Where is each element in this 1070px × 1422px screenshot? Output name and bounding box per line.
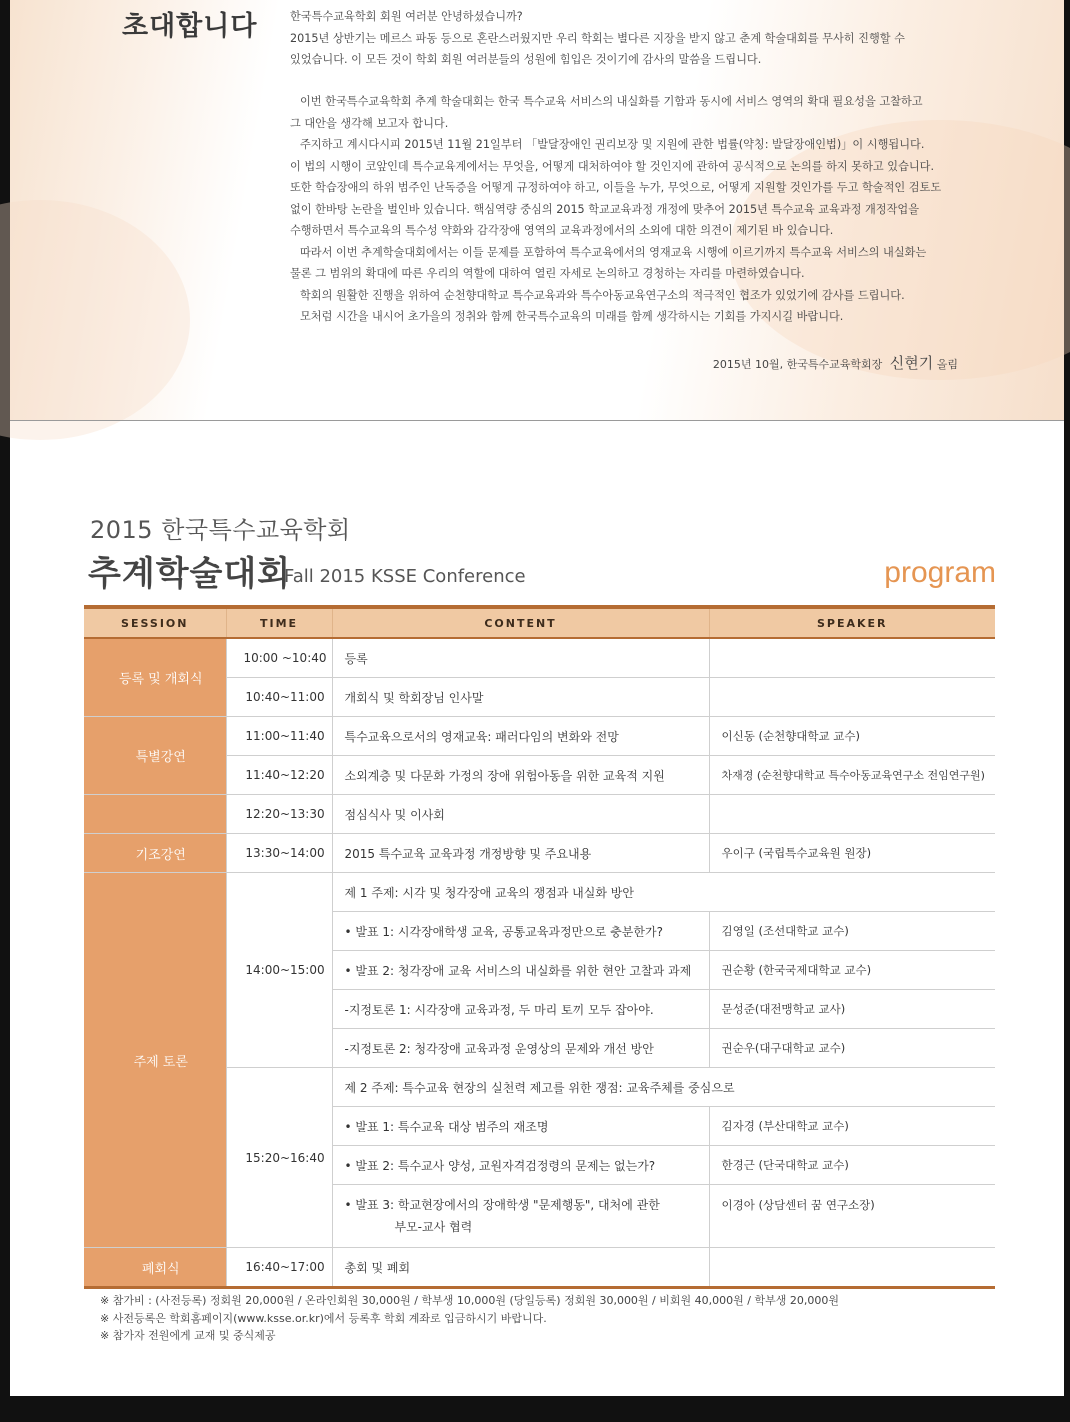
speaker-cell: 권순황 (한국국제대학교 교수) <box>709 951 995 990</box>
footnotes <box>100 1292 839 1345</box>
text-line: 이번 한국특수교육학회 추계 학술대회는 한국 특수교육 서비스의 내실화를 기함과 동시에 서비스 영역의 확대 필요성을 고찰하고 <box>300 95 923 108</box>
header-session: SESSION <box>84 607 226 638</box>
text-line: 수행하면서 특수교육의 특수성 약화와 감각장애 영역의 교육과정에서의 소외에 대한 의견이 제기된 바 있습니다. <box>290 224 834 237</box>
table-row <box>84 795 995 834</box>
content-cell: 2015 특수교육 교육과정 개정방향 및 주요내용 <box>332 834 709 873</box>
speaker-cell <box>709 1248 995 1288</box>
greeting-paragraph <box>290 6 990 71</box>
content-cell: • 발표 2: 청각장애 교육 서비스의 내실화를 위한 현안 고찰과 과제 <box>332 951 709 990</box>
session-lunch <box>84 795 226 834</box>
content-cell: • 발표 2: 특수교사 양성, 교원자격검정령의 문제는 없는가? <box>332 1146 709 1185</box>
header-content: CONTENT <box>332 607 709 638</box>
speaker-cell: 이경아 (상담센터 꿈 연구소장) <box>709 1185 995 1248</box>
footnote-fee: ※ 참가비 : (사전등록) 정회원 20,000원 / 온라인회원 30,000원 / 학부생 10,000원 (당일등록) 정회원 30,000원 / 비회원 40,000원 / 학부생 20,000원 <box>100 1294 839 1307</box>
text-line: 없이 한바탕 논란을 벌인바 있습니다. 핵심역량 중심의 2015 학교교육과정 개정에 맞추어 2015년 특수교육 교육과정 개정작업을 <box>290 202 920 216</box>
text-line: 물론 그 범위의 확대에 따른 우리의 역할에 대하여 열린 자세로 논의하고 경청하는 자리를 마련하였습니다. <box>290 267 805 280</box>
text-line: 이 법의 시행이 코앞인데 특수교육계에서는 무엇을, 어떻게 대처하여야 할 것인지에 관하여 공식적으로 논의를 하지 못하고 있습니다. <box>290 159 935 173</box>
content-cell: -지정토론 2: 청각장애 교육과정 운영상의 문제와 개선 방안 <box>332 1029 709 1068</box>
text-line: 또한 학습장애의 하위 범주인 난독증을 어떻게 규정하여야 하고, 이들을 누가, 무엇으로, 어떻게 지원할 것인가를 두고 학술적인 검토도 <box>290 181 942 194</box>
content-line: • 발표 3: 학교현장에서의 장애학생 "문제행동", 대처에 관한 <box>344 1198 660 1212</box>
speaker-cell: 김자경 (부산대학교 교수) <box>709 1107 995 1146</box>
program-year-title: 2015 한국특수교육학회 <box>90 516 351 544</box>
content-cell <box>332 1185 709 1248</box>
signer-name: 신현기 <box>889 354 934 372</box>
footnote-materials: ※ 참가자 전원에게 교재 및 중식제공 <box>100 1329 276 1342</box>
time-cell: 11:40~12:20 <box>226 756 332 795</box>
speaker-cell: 차재경 (순천향대학교 특수아동교육연구소 전임연구원) <box>709 756 995 795</box>
content-cell: • 발표 1: 시각장애학생 교육, 공통교육과정만으로 충분한가? <box>332 912 709 951</box>
time-cell: 14:00~15:00 <box>226 873 332 1068</box>
speaker-cell: 권순우(대구대학교 교수) <box>709 1029 995 1068</box>
invitation-title: 초대합니다 <box>122 11 258 42</box>
program-main-title: 추계학술대회 <box>88 554 292 594</box>
table-row <box>84 1248 995 1288</box>
content-cell: -지정토론 1: 시각장애 교육과정, 두 마리 토끼 모두 잡아야. <box>332 990 709 1029</box>
invitation-panel <box>10 0 1064 420</box>
content-cell: 개회식 및 학회장님 인사말 <box>332 678 709 717</box>
content-line: 부모-교사 협력 <box>394 1220 473 1234</box>
time-cell: 10:40~11:00 <box>226 678 332 717</box>
text-line: 있었습니다. 이 모든 것이 학회 회원 여러분들의 성원에 힘입은 것이기에 감사의 말씀을 드립니다. <box>290 53 762 66</box>
time-cell: 16:40~17:00 <box>226 1248 332 1288</box>
speaker-cell: 문성준(대전맹학교 교사) <box>709 990 995 1029</box>
time-cell: 13:30~14:00 <box>226 834 332 873</box>
session-closing: 폐회식 <box>84 1248 226 1288</box>
text-line: 주지하고 계시다시피 2015년 11월 21일부터 「발달장애인 권리보장 및 지원에 관한 법률(약칭: 발달장애인법)」이 시행됩니다. <box>300 138 925 151</box>
text-line: 모처럼 시간을 내시어 초가을의 정취와 함께 한국특수교육의 미래를 함께 생각하시는 기회를 가지시길 바랍니다. <box>300 310 844 323</box>
text-line: 2015년 상반기는 메르스 파동 등으로 혼란스러웠지만 우리 학회는 별다른 지장을 받지 않고 춘계 학술대회를 무사히 진행할 수 <box>290 31 905 45</box>
speaker-cell: 이신동 (순천향대학교 교수) <box>709 717 995 756</box>
theme-title: 제 1 주제: 시각 및 청각장애 교육의 쟁점과 내실화 방안 <box>332 873 995 912</box>
time-cell: 15:20~16:40 <box>226 1068 332 1248</box>
time-cell: 12:20~13:30 <box>226 795 332 834</box>
text-line: 따라서 이번 추계학술대회에서는 이들 문제를 포함하여 특수교육에서의 영재교육 시행에 이르기까지 특수교육 서비스의 내실화는 <box>300 245 927 259</box>
bottom-border <box>0 1396 1070 1422</box>
theme-title: 제 2 주제: 특수교육 현장의 실천력 제고를 위한 쟁점: 교육주체를 중심으로 <box>332 1068 995 1107</box>
program-label: program <box>884 556 996 589</box>
session-forum: 주제 토론 <box>84 873 226 1248</box>
content-cell: 등록 <box>332 638 709 678</box>
footnote-registration: ※ 사전등록은 학회홈페이지(www.ksse.or.kr)에서 등록후 학회 계좌로 입금하시기 바랍니다. <box>100 1311 547 1325</box>
table-row <box>84 834 995 873</box>
table-row <box>84 638 995 678</box>
text-line: 학회의 원활한 진행을 위하여 순천향대학교 특수교육과와 특수아동교육연구소의 적극적인 협조가 있었기에 감사를 드립니다. <box>300 288 905 302</box>
speaker-cell <box>709 795 995 834</box>
speaker-cell: 우이구 (국립특수교육원 원장) <box>709 834 995 873</box>
speaker-cell <box>709 678 995 717</box>
table-header-row <box>84 607 995 638</box>
content-cell: • 발표 1: 특수교육 대상 범주의 재조명 <box>332 1107 709 1146</box>
header-time: TIME <box>226 607 332 638</box>
text-line: 한국특수교육학회 회원 여러분 안녕하셨습니까? <box>290 10 523 23</box>
speaker-cell: 한경근 (단국대학교 교수) <box>709 1146 995 1185</box>
signer-suffix: 올림 <box>936 358 958 371</box>
content-cell: 총회 및 폐회 <box>332 1248 709 1288</box>
session-special-lecture: 특별강연 <box>84 717 226 795</box>
background-wave <box>0 200 190 440</box>
content-cell: 소외계층 및 다문화 가정의 장애 위험아동을 위한 교육적 지원 <box>332 756 709 795</box>
content-cell: 특수교육으로서의 영재교육: 패러다임의 변화와 전망 <box>332 717 709 756</box>
program-subtitle: Fall 2015 KSSE Conference <box>284 566 526 587</box>
speaker-cell: 김영일 (조선대학교 교수) <box>709 912 995 951</box>
time-cell: 10:00 ~10:40 <box>226 638 332 678</box>
content-cell: 점심식사 및 이사회 <box>332 795 709 834</box>
signature-text: 2015년 10월, 한국특수교육학회장 <box>712 358 883 371</box>
text-line: 그 대안을 생각해 보고자 합니다. <box>290 116 449 130</box>
header-speaker: SPEAKER <box>709 607 995 638</box>
speaker-cell <box>709 638 995 678</box>
session-registration: 등록 및 개회식 <box>84 638 226 717</box>
time-cell: 11:00~11:40 <box>226 717 332 756</box>
body-paragraph <box>290 91 990 328</box>
signature-line <box>713 352 958 373</box>
program-table <box>84 605 995 1289</box>
session-keynote: 기조강연 <box>84 834 226 873</box>
table-row <box>84 873 995 912</box>
table-row <box>84 717 995 756</box>
